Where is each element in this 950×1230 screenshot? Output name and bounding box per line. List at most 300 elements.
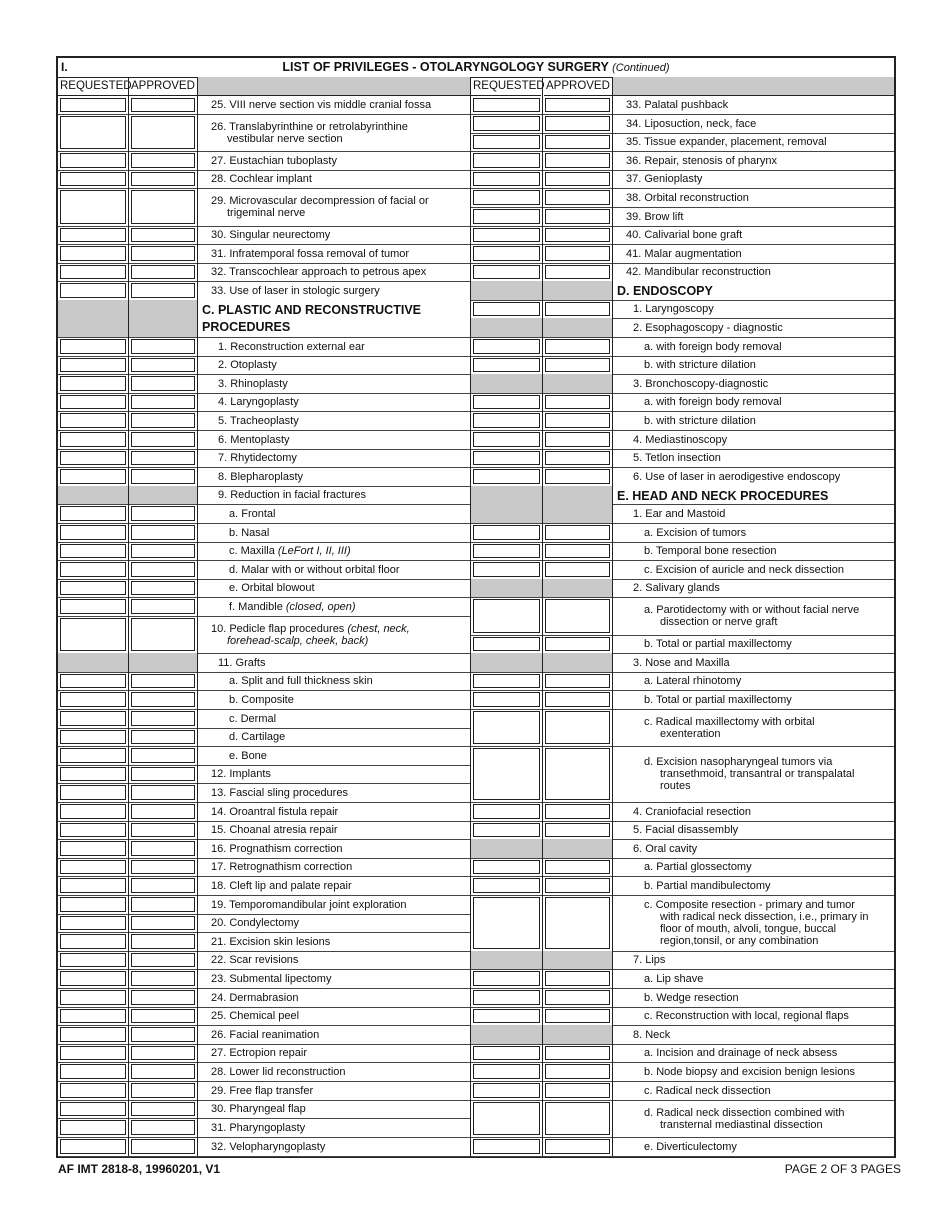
requested-checkbox[interactable]	[60, 878, 126, 893]
approved-checkbox[interactable]	[545, 525, 610, 540]
procedure-text: 8. Blepharoplasty	[218, 471, 303, 483]
requested-checkbox[interactable]	[473, 469, 540, 484]
procedure-text: f. Mandible	[229, 601, 283, 613]
requested-checkbox[interactable]	[60, 246, 126, 261]
approved-checkbox[interactable]	[545, 674, 610, 688]
row-divider	[58, 783, 470, 784]
approved-cell-disabled	[543, 1025, 612, 1044]
requested-checkbox[interactable]	[473, 878, 540, 893]
procedure-text: 12. Implants	[211, 768, 271, 780]
procedure-text: E. HEAD AND NECK PROCEDURES	[617, 489, 829, 503]
requested-checkbox[interactable]	[60, 153, 126, 168]
procedure-label	[633, 657, 890, 669]
approved-checkbox[interactable]	[545, 1009, 610, 1023]
approved-checkbox[interactable]	[131, 562, 195, 577]
requested-checkbox[interactable]	[60, 190, 126, 224]
procedure-text: b. Total or partial maxillectomy	[644, 694, 792, 706]
requested-checkbox[interactable]	[473, 1139, 540, 1154]
row-divider	[58, 876, 470, 877]
requested-checkbox[interactable]	[60, 804, 126, 819]
requested-checkbox[interactable]	[60, 562, 126, 577]
requested-checkbox[interactable]	[60, 618, 126, 651]
row-divider	[471, 1007, 894, 1008]
requested-checkbox[interactable]	[473, 692, 540, 707]
approved-checkbox[interactable]	[545, 265, 610, 279]
row-divider	[58, 839, 470, 840]
approved-checkbox[interactable]	[545, 135, 610, 149]
procedure-label	[644, 1047, 890, 1059]
approved-checkbox[interactable]	[545, 544, 610, 558]
row-divider	[471, 597, 894, 598]
requested-checkbox[interactable]	[60, 953, 126, 967]
requested-checkbox[interactable]	[60, 916, 126, 930]
approved-checkbox[interactable]	[131, 990, 195, 1005]
requested-checkbox[interactable]	[60, 1120, 126, 1135]
procedure-text: d. Malar with or without orbital floor	[229, 564, 400, 576]
row-divider	[471, 858, 894, 859]
approved-checkbox[interactable]	[131, 116, 195, 149]
requested-checkbox[interactable]	[473, 990, 540, 1005]
requested-cell-disabled	[58, 653, 128, 672]
approved-checkbox[interactable]	[545, 228, 610, 242]
approved-checkbox[interactable]	[131, 1064, 195, 1079]
requested-checkbox[interactable]	[473, 116, 540, 131]
approved-checkbox[interactable]	[131, 767, 195, 781]
requested-checkbox[interactable]	[60, 897, 126, 912]
approved-checkbox[interactable]	[545, 692, 610, 707]
approved-checkbox[interactable]	[545, 153, 610, 168]
requested-checkbox[interactable]	[473, 358, 540, 372]
approved-cell-disabled	[543, 951, 612, 969]
approved-checkbox[interactable]	[545, 209, 610, 224]
procedure-label	[644, 1066, 890, 1078]
approved-checkbox[interactable]	[131, 897, 195, 912]
requested-checkbox[interactable]	[60, 1083, 126, 1098]
procedure-label	[626, 248, 890, 260]
approved-cell-disabled	[129, 486, 197, 504]
approved-checkbox[interactable]	[131, 804, 195, 819]
requested-checkbox[interactable]	[473, 153, 540, 168]
requested-cell-disabled	[471, 374, 542, 393]
row-divider	[471, 356, 894, 357]
approved-checkbox[interactable]	[545, 897, 610, 949]
approved-checkbox[interactable]	[131, 674, 195, 688]
approved-checkbox[interactable]	[131, 339, 195, 354]
approved-checkbox[interactable]	[131, 692, 195, 707]
procedure-text: c. Reconstruction with local, regional flaps	[644, 1010, 849, 1022]
row-divider	[58, 579, 470, 580]
procedure-text: 2. Salivary glands	[633, 582, 720, 594]
requested-checkbox[interactable]	[473, 1009, 540, 1023]
procedure-text-continued: dissection or nerve graft	[660, 616, 778, 628]
requested-checkbox[interactable]	[473, 525, 540, 540]
requested-checkbox[interactable]	[60, 674, 126, 688]
requested-checkbox[interactable]	[60, 358, 126, 372]
approved-checkbox[interactable]	[545, 432, 610, 447]
requested-checkbox[interactable]	[473, 1102, 540, 1135]
row-divider	[58, 1081, 470, 1082]
approved-checkbox[interactable]	[131, 358, 195, 372]
row-divider	[58, 560, 470, 561]
requested-checkbox[interactable]	[60, 1046, 126, 1060]
row-divider	[471, 635, 894, 636]
procedure-text-continued: exenteration	[660, 728, 721, 740]
procedure-text: 32. Transcochlear approach to petrous apex	[211, 266, 427, 278]
procedure-label	[211, 195, 466, 219]
requested-checkbox[interactable]	[473, 1064, 540, 1079]
requested-cell-disabled	[471, 1025, 542, 1044]
col-divider	[128, 77, 129, 1156]
requested-checkbox[interactable]	[60, 581, 126, 595]
procedure-text-continued: vestibular nerve section	[227, 133, 343, 145]
requested-checkbox[interactable]	[60, 1064, 126, 1079]
requested-checkbox[interactable]	[473, 804, 540, 819]
row-divider	[471, 244, 894, 245]
procedure-text: 20. Condylectomy	[211, 917, 300, 929]
procedure-text: 8. Neck	[633, 1029, 671, 1041]
row-divider	[58, 988, 470, 989]
row-divider	[58, 709, 470, 710]
procedure-text: 6. Oral cavity	[633, 843, 698, 855]
procedure-label	[626, 211, 890, 223]
requested-checkbox[interactable]	[473, 190, 540, 205]
procedure-text-continued: with radical neck dissection, i.e., primary in	[660, 911, 869, 923]
approved-checkbox[interactable]	[131, 1139, 195, 1154]
approved-checkbox[interactable]	[545, 637, 610, 651]
approved-checkbox[interactable]	[545, 748, 610, 800]
approved-checkbox[interactable]	[545, 1139, 610, 1154]
row-divider	[471, 1044, 894, 1045]
procedure-text: b. Temporal bone resection	[644, 545, 777, 557]
procedure-label	[644, 341, 890, 353]
procedure-label	[211, 1010, 466, 1022]
approved-checkbox[interactable]	[131, 841, 195, 856]
procedure-label	[218, 415, 466, 427]
requested-checkbox[interactable]	[473, 302, 540, 316]
requested-checkbox[interactable]	[473, 1046, 540, 1060]
procedure-label	[644, 359, 890, 371]
row-divider	[471, 1156, 894, 1157]
procedure-text: a. Split and full thickness skin	[229, 675, 373, 687]
requested-checkbox[interactable]	[473, 637, 540, 651]
procedure-text: 4. Laryngoplasty	[218, 396, 299, 408]
requested-checkbox[interactable]	[60, 1009, 126, 1023]
requested-checkbox[interactable]	[60, 376, 126, 391]
approved-checkbox[interactable]	[131, 525, 195, 540]
approved-checkbox[interactable]	[545, 1102, 610, 1135]
approved-checkbox[interactable]	[545, 878, 610, 893]
approved-checkbox[interactable]	[545, 246, 610, 261]
procedure-label	[218, 471, 466, 483]
requested-checkbox[interactable]	[60, 469, 126, 484]
approved-cell-disabled	[129, 300, 197, 337]
approved-checkbox[interactable]	[545, 172, 610, 186]
row-divider	[58, 914, 470, 915]
requested-checkbox[interactable]	[473, 265, 540, 279]
approved-checkbox[interactable]	[131, 432, 195, 447]
requested-checkbox[interactable]	[60, 1139, 126, 1154]
approved-checkbox[interactable]	[131, 599, 195, 614]
requested-checkbox[interactable]	[60, 785, 126, 800]
approved-checkbox[interactable]	[131, 823, 195, 837]
row-divider	[58, 449, 470, 450]
approved-checkbox[interactable]	[131, 1046, 195, 1060]
requested-checkbox[interactable]	[473, 135, 540, 149]
procedure-label	[211, 155, 466, 167]
approved-checkbox[interactable]	[131, 544, 195, 558]
approved-checkbox[interactable]	[131, 711, 195, 726]
approved-checkbox[interactable]	[131, 1083, 195, 1098]
procedure-text: c. Maxilla	[229, 545, 275, 557]
approved-checkbox[interactable]	[545, 971, 610, 986]
approved-checkbox[interactable]	[131, 395, 195, 409]
row-divider	[58, 672, 470, 673]
requested-checkbox[interactable]	[473, 1083, 540, 1098]
procedure-text: e. Orbital blowout	[229, 582, 315, 594]
procedure-label	[633, 303, 890, 315]
requested-checkbox[interactable]	[60, 116, 126, 149]
requested-checkbox[interactable]	[60, 451, 126, 465]
approved-cell-disabled	[543, 579, 612, 597]
approved-cell-disabled	[543, 486, 612, 504]
approved-checkbox[interactable]	[131, 246, 195, 261]
approved-checkbox[interactable]	[545, 413, 610, 428]
approved-checkbox[interactable]	[131, 172, 195, 186]
requested-checkbox[interactable]	[60, 841, 126, 856]
procedure-text: 28. Cochlear implant	[211, 173, 312, 185]
approved-checkbox[interactable]	[131, 98, 195, 112]
approved-checkbox[interactable]	[131, 265, 195, 279]
approved-checkbox[interactable]	[545, 395, 610, 409]
col-divider	[542, 77, 543, 1156]
requested-checkbox[interactable]	[473, 339, 540, 354]
approved-checkbox[interactable]	[131, 1027, 195, 1042]
requested-checkbox[interactable]	[473, 432, 540, 447]
requested-checkbox[interactable]	[473, 674, 540, 688]
row-divider	[471, 170, 894, 171]
approved-checkbox[interactable]	[545, 1046, 610, 1060]
requested-cell-disabled	[58, 300, 128, 337]
requested-checkbox[interactable]	[473, 599, 540, 633]
requested-checkbox[interactable]	[473, 748, 540, 800]
procedure-text: b. with stricture dilation	[644, 415, 756, 427]
row-divider	[471, 133, 894, 134]
procedure-text: 21. Excision skin lesions	[211, 936, 331, 948]
requested-checkbox[interactable]	[60, 748, 126, 763]
requested-checkbox[interactable]	[473, 711, 540, 744]
requested-checkbox[interactable]	[60, 767, 126, 781]
requested-checkbox[interactable]	[473, 228, 540, 242]
procedure-label	[626, 99, 890, 111]
approved-checkbox[interactable]	[131, 618, 195, 651]
approved-checkbox[interactable]	[131, 413, 195, 428]
approved-checkbox[interactable]	[131, 878, 195, 893]
approved-checkbox[interactable]	[131, 153, 195, 168]
requested-checkbox[interactable]	[60, 711, 126, 726]
requested-checkbox[interactable]	[60, 283, 126, 298]
approved-checkbox[interactable]	[545, 804, 610, 819]
approved-checkbox[interactable]	[545, 339, 610, 354]
requested-checkbox[interactable]	[60, 506, 126, 521]
approved-checkbox[interactable]	[131, 916, 195, 930]
requested-cell-disabled	[471, 839, 542, 858]
procedure-text: 1. Reconstruction external ear	[218, 341, 365, 353]
continued-label: (Continued)	[612, 62, 670, 74]
procedure-label	[218, 341, 466, 353]
requested-checkbox[interactable]	[473, 971, 540, 986]
approved-checkbox[interactable]	[131, 953, 195, 967]
requested-checkbox[interactable]	[473, 172, 540, 186]
approved-checkbox[interactable]	[545, 469, 610, 484]
requested-checkbox[interactable]	[473, 98, 540, 112]
procedure-text: b. with stricture dilation	[644, 359, 756, 371]
requested-checkbox[interactable]	[60, 395, 126, 409]
procedure-label	[218, 359, 466, 371]
approved-checkbox[interactable]	[545, 1064, 610, 1079]
approved-checkbox[interactable]	[545, 823, 610, 837]
requested-checkbox[interactable]	[473, 544, 540, 558]
row-divider	[471, 560, 894, 561]
left-approved-header: APPROVED	[129, 77, 197, 96]
approved-checkbox[interactable]	[545, 451, 610, 465]
procedure-label	[644, 880, 890, 892]
approved-checkbox[interactable]	[131, 730, 195, 744]
approved-cell-disabled	[129, 653, 197, 672]
section-number: I.	[61, 60, 68, 74]
requested-checkbox[interactable]	[60, 413, 126, 428]
procedure-text: 1. Ear and Mastoid	[633, 508, 726, 520]
approved-checkbox[interactable]	[545, 98, 610, 112]
procedure-text: a. with foreign body removal	[644, 396, 782, 408]
approved-checkbox[interactable]	[131, 469, 195, 484]
procedure-text: 26. Translabyrinthine or retrolabyrinthine	[211, 121, 408, 133]
approved-cell-disabled	[543, 374, 612, 393]
approved-checkbox[interactable]	[545, 116, 610, 131]
requested-checkbox[interactable]	[60, 599, 126, 614]
procedure-text: 14. Oroantral fistula repair	[211, 806, 339, 818]
requested-cell-disabled	[471, 486, 542, 504]
procedure-text: c. Dermal	[229, 713, 277, 725]
approved-checkbox[interactable]	[131, 934, 195, 949]
row-divider	[58, 932, 470, 933]
approved-checkbox[interactable]	[131, 190, 195, 224]
requested-checkbox[interactable]	[473, 823, 540, 837]
row-divider	[58, 1007, 470, 1008]
requested-cell-disabled	[471, 504, 542, 523]
procedure-label	[633, 434, 890, 446]
requested-checkbox[interactable]	[60, 730, 126, 744]
approved-checkbox[interactable]	[131, 1102, 195, 1116]
row-divider	[471, 467, 894, 468]
col-divider	[612, 77, 613, 1156]
requested-checkbox[interactable]	[60, 971, 126, 986]
requested-checkbox[interactable]	[60, 1027, 126, 1042]
approved-checkbox[interactable]	[131, 506, 195, 521]
approved-checkbox[interactable]	[545, 1083, 610, 1098]
procedure-label	[644, 638, 890, 650]
procedure-text: 17. Retrognathism correction	[211, 861, 353, 873]
approved-checkbox[interactable]	[131, 283, 195, 298]
approved-checkbox[interactable]	[545, 860, 610, 874]
approved-checkbox[interactable]	[131, 860, 195, 874]
approved-checkbox[interactable]	[545, 990, 610, 1005]
approved-checkbox[interactable]	[131, 376, 195, 391]
row-divider	[471, 1137, 894, 1138]
approved-checkbox[interactable]	[131, 451, 195, 465]
procedure-text: 2. Otoplasty	[218, 359, 277, 371]
requested-checkbox[interactable]	[473, 413, 540, 428]
row-divider	[58, 728, 470, 729]
requested-checkbox[interactable]	[60, 228, 126, 242]
approved-checkbox[interactable]	[545, 302, 610, 316]
requested-checkbox[interactable]	[60, 692, 126, 707]
requested-checkbox[interactable]	[60, 1102, 126, 1116]
requested-checkbox[interactable]	[473, 860, 540, 874]
requested-checkbox[interactable]	[473, 562, 540, 577]
approved-checkbox[interactable]	[131, 971, 195, 986]
approved-cell-disabled	[543, 504, 612, 523]
approved-checkbox[interactable]	[545, 190, 610, 205]
procedure-text: 29. Free flap transfer	[211, 1085, 314, 1097]
approved-checkbox[interactable]	[131, 581, 195, 595]
requested-checkbox[interactable]	[60, 823, 126, 837]
section-heading	[202, 302, 466, 336]
procedure-label	[633, 471, 890, 483]
procedure-label	[211, 1122, 466, 1134]
approved-checkbox[interactable]	[131, 785, 195, 800]
approved-checkbox[interactable]	[131, 228, 195, 242]
procedure-text-continued: floor of mouth, alvoli, tongue, buccal	[660, 923, 837, 935]
requested-checkbox[interactable]	[60, 860, 126, 874]
requested-checkbox[interactable]	[473, 451, 540, 465]
approved-checkbox[interactable]	[545, 358, 610, 372]
requested-checkbox[interactable]	[60, 339, 126, 354]
procedure-text: 3. Nose and Maxilla	[633, 657, 730, 669]
procedure-text: 5. Tracheoplasty	[218, 415, 299, 427]
approved-checkbox[interactable]	[131, 748, 195, 763]
requested-checkbox[interactable]	[60, 934, 126, 949]
form-identifier: AF IMT 2818-8, 19960201, V1	[58, 1162, 221, 1176]
requested-checkbox[interactable]	[473, 246, 540, 261]
procedure-text: 30. Pharyngeal flap	[211, 1103, 306, 1115]
approved-checkbox[interactable]	[545, 562, 610, 577]
row-divider	[471, 449, 894, 450]
procedure-text: 3. Rhinoplasty	[218, 378, 288, 390]
requested-checkbox[interactable]	[60, 98, 126, 112]
approved-checkbox[interactable]	[545, 599, 610, 633]
procedure-text: d. Excision nasopharyngeal tumors via	[644, 756, 833, 768]
requested-checkbox[interactable]	[60, 525, 126, 540]
approved-cell-disabled	[543, 281, 612, 300]
procedure-label	[211, 973, 466, 985]
requested-checkbox[interactable]	[473, 897, 540, 949]
requested-checkbox[interactable]	[60, 990, 126, 1005]
requested-checkbox[interactable]	[60, 265, 126, 279]
requested-checkbox[interactable]	[473, 209, 540, 224]
procedure-label	[211, 954, 466, 966]
procedure-text: 36. Repair, stenosis of pharynx	[626, 155, 778, 167]
requested-checkbox[interactable]	[60, 172, 126, 186]
approved-checkbox[interactable]	[545, 711, 610, 744]
requested-checkbox[interactable]	[473, 395, 540, 409]
approved-checkbox[interactable]	[131, 1120, 195, 1135]
row-divider	[58, 746, 470, 747]
procedure-label	[211, 248, 466, 260]
approved-checkbox[interactable]	[131, 1009, 195, 1023]
requested-checkbox[interactable]	[60, 544, 126, 558]
procedure-text: 32. Velopharyngoplasty	[211, 1141, 326, 1153]
requested-checkbox[interactable]	[60, 432, 126, 447]
